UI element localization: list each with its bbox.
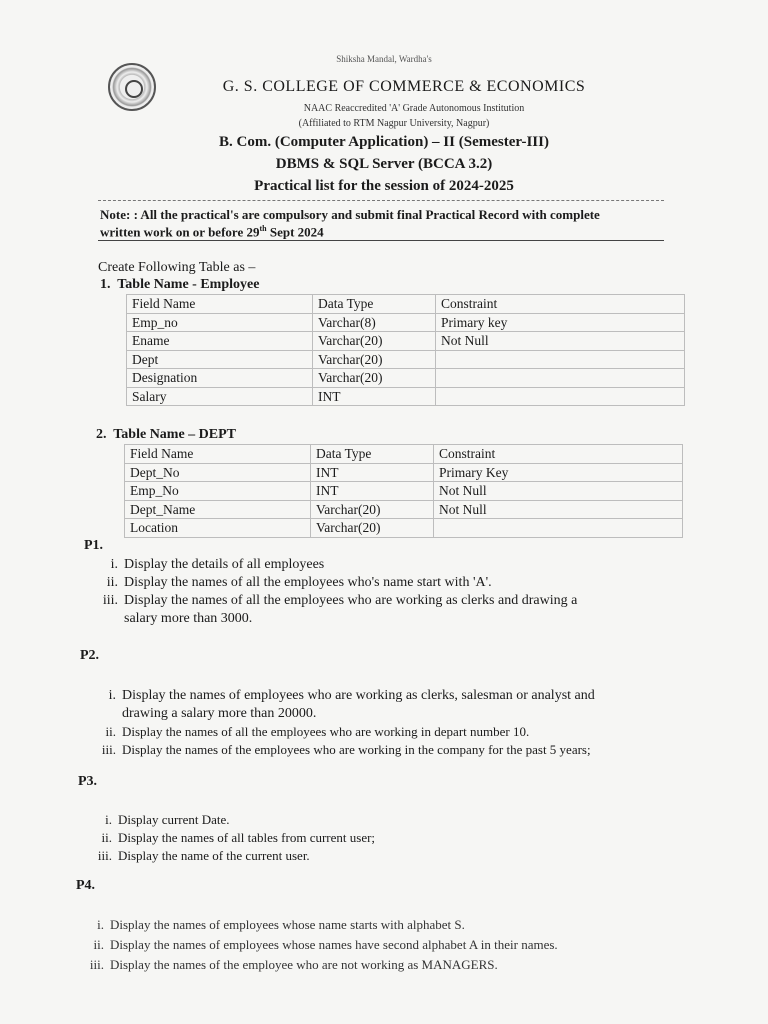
item-number: ii. (106, 575, 118, 590)
dept-table (124, 444, 683, 538)
item-text: Display the details of all employees (124, 557, 325, 572)
item-text: Display the names of all the employees who are working in depart number 10. (122, 724, 530, 739)
item-text: Display the names of all the employees who are working as clerks and drawing a (124, 593, 578, 608)
list-item (84, 956, 684, 974)
item-text-continued: salary more than 3000. (124, 611, 253, 626)
table-cell: Dept_Name (125, 500, 311, 519)
table-row (127, 350, 685, 369)
list-item (92, 829, 652, 847)
table-cell: Dept_No (125, 463, 311, 482)
item-number: iii. (102, 593, 118, 608)
table-cell (436, 369, 685, 388)
practical-1-list (98, 556, 688, 628)
item-text: Display the names of employees whose name starts with alphabet S. (110, 917, 465, 932)
session-title: Practical list for the session of 2024-2025 (254, 178, 514, 194)
item-number: i. (108, 688, 116, 703)
list-item (84, 936, 684, 954)
table-row (125, 445, 683, 464)
table-cell: Varchar(20) (311, 519, 434, 538)
header-divider (98, 200, 664, 201)
item-text: Display current Date. (118, 812, 230, 827)
item-text: Display the names of employees whose names have second alphabet A in their names. (110, 937, 558, 952)
table-cell: Emp_No (125, 482, 311, 501)
subject-title: DBMS & SQL Server (BCCA 3.2) (275, 156, 493, 172)
table-cell: Varchar(20) (311, 500, 434, 519)
trust-name: Shiksha Mandal, Wardha's (336, 54, 432, 64)
list-item (98, 556, 688, 574)
item-number: i. (97, 917, 104, 932)
table-cell: Data Type (311, 445, 434, 464)
table-cell: Varchar(20) (313, 332, 436, 351)
note-divider (98, 240, 664, 241)
practical-4-list (84, 916, 684, 974)
table-cell: INT (313, 387, 436, 406)
note-line-1: Note: : All the practical's are compulsory and submit final Practical Record with complete (100, 207, 600, 222)
item-text: Display the names of the employee who are not working as MANAGERS. (110, 957, 498, 972)
table-cell: Primary key (436, 313, 685, 332)
table-cell: Not Null (436, 332, 685, 351)
table-cell: Salary (127, 387, 313, 406)
item-number: iii. (97, 848, 112, 863)
item-number: i. (105, 812, 112, 827)
practical-3-label: P3. (78, 774, 98, 789)
table-cell (436, 350, 685, 369)
table-row (127, 387, 685, 406)
table-cell: Field Name (127, 295, 313, 314)
table-cell: Field Name (125, 445, 311, 464)
item-text: Display the names of all the employees who's name start with 'A'. (124, 575, 492, 590)
item-number: iii. (89, 957, 104, 972)
table-cell: Constraint (434, 445, 683, 464)
list-item (98, 574, 688, 592)
item-number: i. (110, 557, 118, 572)
naac-line: NAAC Reaccredited 'A' Grade Autonomous Institution (303, 103, 525, 114)
practical-2-list (96, 687, 696, 759)
item-text: Display the names of the employees who are working in the company for the past 5 years; (122, 742, 591, 757)
table-cell: Designation (127, 369, 313, 388)
table-cell: Constraint (436, 295, 685, 314)
table-cell: Not Null (434, 482, 683, 501)
table-row (127, 295, 685, 314)
intro-text: Create Following Table as – (98, 260, 256, 275)
table-cell: Dept (127, 350, 313, 369)
table-cell (434, 519, 683, 538)
table-row (127, 369, 685, 388)
table-cell: Varchar(20) (313, 369, 436, 388)
note-date-month: Sept 2024 (266, 224, 324, 240)
affiliation-line: (Affiliated to RTM Nagpur University, Nagpur) (298, 118, 490, 129)
table-row (125, 463, 683, 482)
table-cell: Varchar(20) (313, 350, 436, 369)
table-cell: Location (125, 519, 311, 538)
item-text-continued: drawing a salary more than 20000. (122, 706, 317, 721)
note-date-suffix: th (259, 224, 267, 233)
item-number: ii. (105, 724, 116, 739)
table-cell: Ename (127, 332, 313, 351)
table-row (125, 482, 683, 501)
practical-2-label: P2. (80, 648, 100, 663)
table-cell: Emp_no (127, 313, 313, 332)
table-cell: Data Type (313, 295, 436, 314)
table-row (127, 332, 685, 351)
table-cell (436, 387, 685, 406)
practical-1-label: P1. (84, 538, 104, 553)
course-title: B. Com. (Computer Application) – II (Semester-III) (219, 134, 549, 150)
table-row (125, 519, 683, 538)
item-number: ii. (93, 937, 104, 952)
note-line-2 (100, 224, 324, 240)
list-item (96, 741, 696, 759)
item-text: Display the names of employees who are working as clerks, salesman or analyst and (122, 688, 595, 703)
item-number: ii. (101, 830, 112, 845)
table-cell: INT (311, 482, 434, 501)
table-row (127, 313, 685, 332)
table-row (125, 500, 683, 519)
list-item (84, 916, 684, 934)
list-item (96, 723, 696, 741)
table-cell: Varchar(8) (313, 313, 436, 332)
list-item (98, 592, 688, 610)
practical-3-list (92, 811, 652, 865)
item-text: Display the names of all tables from current user; (118, 830, 376, 845)
table-cell: Not Null (434, 500, 683, 519)
list-item (96, 687, 696, 705)
table2-title: 2. Table Name – DEPT (96, 427, 237, 442)
college-name: G. S. COLLEGE OF COMMERCE & ECONOMICS (222, 78, 586, 95)
list-item (92, 847, 652, 865)
table-cell: INT (311, 463, 434, 482)
item-number: iii. (101, 742, 116, 757)
item-text: Display the name of the current user. (118, 848, 310, 863)
practical-4-label: P4. (76, 878, 96, 893)
table1-title: 1. Table Name - Employee (100, 277, 260, 292)
note-date-text: written work on or before 29 (100, 224, 260, 240)
employee-table (126, 294, 685, 406)
table-cell: Primary Key (434, 463, 683, 482)
list-item (92, 811, 652, 829)
